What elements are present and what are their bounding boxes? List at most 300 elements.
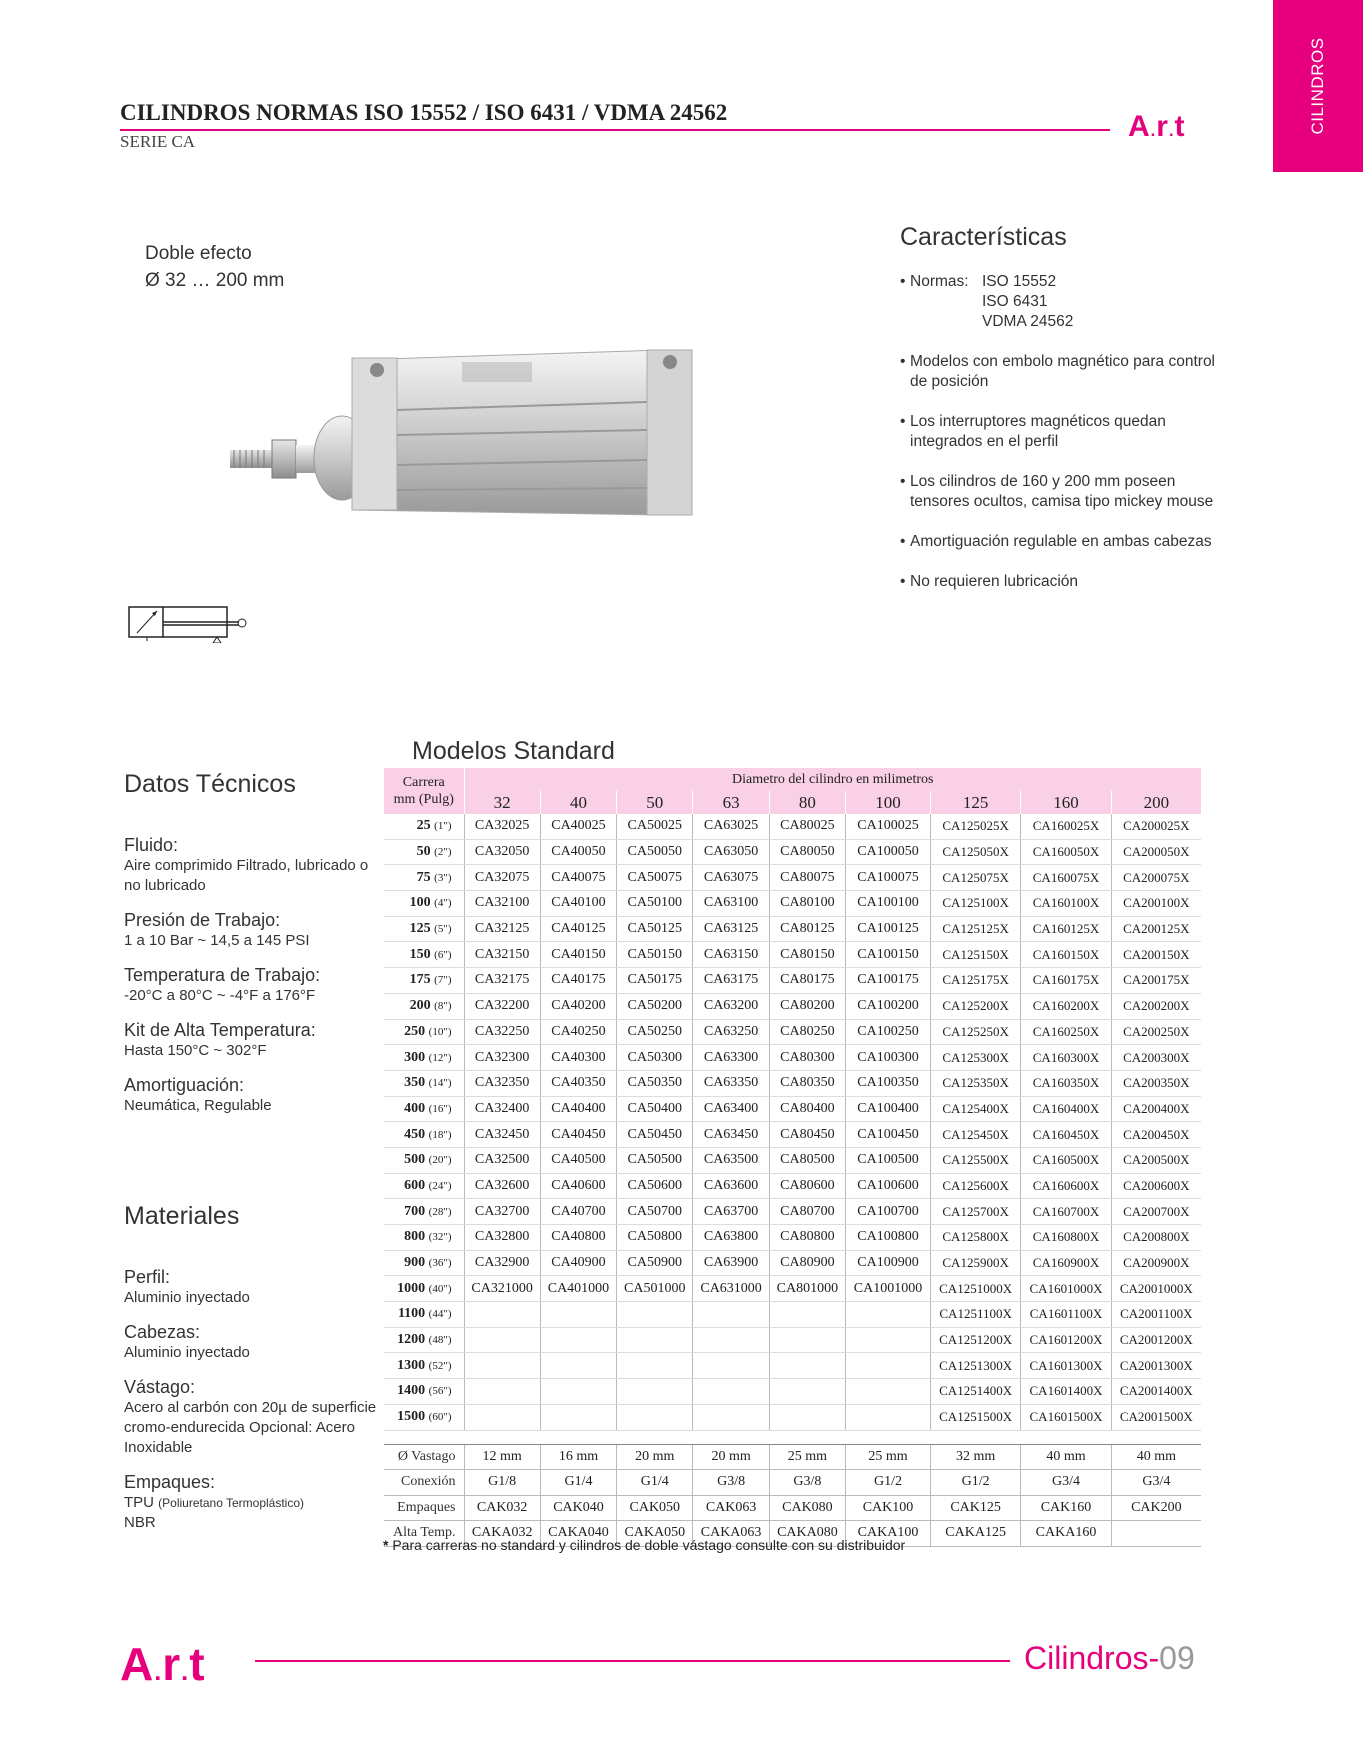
model-code-cell: CA80500 — [769, 1147, 845, 1173]
model-code-cell: CA200125X — [1111, 916, 1201, 942]
cylinder-product-image — [222, 340, 782, 555]
model-code-cell: CA40350 — [540, 1070, 616, 1096]
model-code-cell: CA32500 — [464, 1147, 540, 1173]
model-code-cell: CA80125 — [769, 916, 845, 942]
model-code-cell: CA40050 — [540, 839, 616, 865]
spec-cell: G3/4 — [1111, 1470, 1201, 1496]
model-code-cell: CA63500 — [693, 1147, 769, 1173]
spec-cell: 20 mm — [617, 1444, 693, 1470]
spec-value: Acero al carbón con 20µ de superficie cromo-endurecida Opcional: Acero Inoxidable — [124, 1399, 377, 1456]
stroke-cell: 400 (16") — [384, 1096, 465, 1122]
diameter-col-header: 160 — [1021, 791, 1111, 814]
model-code-cell — [540, 1327, 616, 1353]
spec-value: TPU (Poliuretano Termoplástico) — [124, 1494, 305, 1511]
spec-row-label: Alta Temp. — [384, 1521, 465, 1547]
stroke-column-header: Carrera mm (Pulg) — [384, 768, 465, 814]
spec-label: Cabezas: — [124, 1322, 201, 1342]
model-code-cell: CA100150 — [846, 942, 931, 968]
table-row — [384, 1276, 1202, 1302]
model-code-cell: CA100300 — [846, 1045, 931, 1071]
spec-value: Aire comprimido Filtrado, lubricado o no lubricado — [124, 857, 369, 894]
model-code-cell: CA2001000X — [1111, 1276, 1201, 1302]
spec-cell: 40 mm — [1021, 1444, 1111, 1470]
model-code-cell: CA32175 — [464, 968, 540, 994]
model-code-cell: CA160100X — [1021, 891, 1111, 917]
model-code-cell: CA40450 — [540, 1122, 616, 1148]
model-code-cell: CA80800 — [769, 1225, 845, 1251]
spec-value: Aluminio inyectado — [124, 1344, 250, 1361]
model-code-cell: CA80350 — [769, 1070, 845, 1096]
spec-cell: CAK063 — [693, 1495, 769, 1521]
model-code-cell: CA160125X — [1021, 916, 1111, 942]
model-code-cell: CA40900 — [540, 1250, 616, 1276]
model-code-cell: CA100100 — [846, 891, 931, 917]
model-code-cell: CA100050 — [846, 839, 931, 865]
model-code-cell: CA1251400X — [930, 1379, 1020, 1405]
spec-value: Aluminio inyectado — [124, 1289, 250, 1306]
model-code-cell — [617, 1353, 693, 1379]
stroke-cell: 600 (24") — [384, 1173, 465, 1199]
series-subtitle: SERIE CA — [120, 132, 196, 151]
model-code-cell: CA100175 — [846, 968, 931, 994]
model-code-cell: CA160050X — [1021, 839, 1111, 865]
model-code-cell: CA50400 — [617, 1096, 693, 1122]
model-code-cell: CA80100 — [769, 891, 845, 917]
table-row — [384, 942, 1202, 968]
model-code-cell: CA125050X — [930, 839, 1020, 865]
model-code-cell — [769, 1302, 845, 1328]
table-row — [384, 1353, 1202, 1379]
model-code-cell: CA40300 — [540, 1045, 616, 1071]
spec-cell: G3/4 — [1021, 1470, 1111, 1496]
stroke-cell: 50 (2") — [384, 839, 465, 865]
spec-row — [384, 1444, 1202, 1470]
spec-row-label: Conexión — [384, 1470, 465, 1496]
model-code-cell — [540, 1353, 616, 1379]
model-code-cell: CA32100 — [464, 891, 540, 917]
spec-row — [384, 1470, 1202, 1496]
model-code-cell — [693, 1327, 769, 1353]
model-code-cell — [846, 1353, 931, 1379]
model-code-cell: CA50700 — [617, 1199, 693, 1225]
model-code-cell: CA801000 — [769, 1276, 845, 1302]
model-code-cell: CA40100 — [540, 891, 616, 917]
spec-value: -20°C a 80°C ~ -4°F a 176°F — [124, 987, 316, 1004]
model-code-cell: CA40200 — [540, 993, 616, 1019]
spec-row — [384, 1495, 1202, 1521]
stroke-cell: 1100 (44") — [384, 1302, 465, 1328]
stroke-cell: 150 (6") — [384, 942, 465, 968]
model-code-cell: CA100025 — [846, 814, 931, 839]
table-row — [384, 1122, 1202, 1148]
model-code-cell: CA200600X — [1111, 1173, 1201, 1199]
diameter-col-header: 32 — [464, 791, 540, 814]
model-code-cell — [846, 1302, 931, 1328]
model-code-cell: CA50250 — [617, 1019, 693, 1045]
model-code-cell — [540, 1379, 616, 1405]
model-code-cell: CA80600 — [769, 1173, 845, 1199]
model-code-cell: CA100400 — [846, 1096, 931, 1122]
model-code-cell: CA32050 — [464, 839, 540, 865]
model-code-cell: CA200250X — [1111, 1019, 1201, 1045]
brand-logo-footer: A.r.t — [120, 1638, 206, 1690]
model-code-cell: CA80400 — [769, 1096, 845, 1122]
spec-cell: G1/2 — [930, 1470, 1020, 1496]
model-code-cell: CA80050 — [769, 839, 845, 865]
spec-cell: CAK160 — [1021, 1495, 1111, 1521]
model-code-cell: CA401000 — [540, 1276, 616, 1302]
brand-logo: A.r.t — [1128, 110, 1186, 143]
table-row — [384, 814, 1202, 839]
spec-label: Kit de Alta Temperatura: — [124, 1020, 316, 1040]
table-row — [384, 916, 1202, 942]
spec-cell: G1/4 — [540, 1470, 616, 1496]
diameter-col-header: 50 — [617, 791, 693, 814]
model-code-cell: CA501000 — [617, 1276, 693, 1302]
model-code-cell: CA40075 — [540, 865, 616, 891]
model-code-cell — [617, 1404, 693, 1430]
spec-cell: 12 mm — [464, 1444, 540, 1470]
model-code-cell: CA200450X — [1111, 1122, 1201, 1148]
materials — [124, 1202, 384, 1533]
model-code-cell: CA2001300X — [1111, 1353, 1201, 1379]
spec-label: Fluido: — [124, 835, 179, 855]
model-code-cell: CA160900X — [1021, 1250, 1111, 1276]
double-acting-cylinder-symbol — [127, 603, 252, 643]
model-code-cell: CA200100X — [1111, 891, 1201, 917]
model-code-cell: CA40800 — [540, 1225, 616, 1251]
spec-cell: CAKA080 — [769, 1521, 845, 1547]
model-code-cell: CA1601500X — [1021, 1404, 1111, 1430]
feature-item: • Modelos con embolo magnético para control de posición — [900, 352, 1220, 392]
spec-cell: 25 mm — [846, 1444, 931, 1470]
model-code-cell: CA63400 — [693, 1096, 769, 1122]
model-code-cell: CA32900 — [464, 1250, 540, 1276]
stroke-cell: 300 (12") — [384, 1045, 465, 1071]
spec-cell: CAKA050 — [617, 1521, 693, 1547]
table-row — [384, 968, 1202, 994]
table-row — [384, 1302, 1202, 1328]
model-code-cell: CA50600 — [617, 1173, 693, 1199]
product-range: Ø 32 … 200 mm — [145, 270, 285, 291]
model-code-cell — [769, 1379, 845, 1405]
model-code-cell — [846, 1327, 931, 1353]
technical-data — [124, 770, 384, 1116]
product-type: Doble efecto — [145, 243, 252, 264]
spec-cell: G3/8 — [769, 1470, 845, 1496]
model-code-cell: CA50350 — [617, 1070, 693, 1096]
header-divider — [120, 129, 1110, 131]
model-code-cell: CA63025 — [693, 814, 769, 839]
model-code-cell: CA63700 — [693, 1199, 769, 1225]
model-code-cell: CA100800 — [846, 1225, 931, 1251]
spec-cell: 25 mm — [769, 1444, 845, 1470]
model-code-cell: CA631000 — [693, 1276, 769, 1302]
model-code-cell: CA80075 — [769, 865, 845, 891]
model-code-cell — [540, 1302, 616, 1328]
model-code-cell: CA100075 — [846, 865, 931, 891]
model-code-cell: CA125250X — [930, 1019, 1020, 1045]
model-code-cell — [693, 1379, 769, 1405]
model-code-cell: CA160025X — [1021, 814, 1111, 839]
model-code-cell: CA32150 — [464, 942, 540, 968]
model-code-cell: CA100125 — [846, 916, 931, 942]
spec-cell: CAK100 — [846, 1495, 931, 1521]
spec-cell: CAKA100 — [846, 1521, 931, 1547]
model-code-cell: CA125200X — [930, 993, 1020, 1019]
model-code-cell: CA160175X — [1021, 968, 1111, 994]
model-code-cell: CA1001000 — [846, 1276, 931, 1302]
table-row — [384, 1327, 1202, 1353]
footnote: * Para carreras no standard y cilindros de doble vástago consulte con su distribuidor — [383, 1537, 906, 1553]
model-code-cell: CA160400X — [1021, 1096, 1111, 1122]
feature-norms: • Normas: ISO 15552 ISO 6431 VDMA 24562 — [900, 272, 1220, 332]
model-code-cell: CA125800X — [930, 1225, 1020, 1251]
model-code-cell: CA63200 — [693, 993, 769, 1019]
section-tab[interactable] — [1273, 0, 1363, 172]
table-row — [384, 1379, 1202, 1405]
section-tab-label: CILINDROS — [1308, 37, 1327, 135]
spec-label: Temperatura de Trabajo: — [124, 965, 321, 985]
model-code-cell: CA80450 — [769, 1122, 845, 1148]
spec-value: NBR — [124, 1514, 156, 1531]
model-code-cell: CA63800 — [693, 1225, 769, 1251]
model-code-cell — [464, 1404, 540, 1430]
stroke-cell: 450 (18") — [384, 1122, 465, 1148]
models-heading: Modelos Standard — [412, 737, 615, 765]
table-row — [384, 1199, 1202, 1225]
stroke-cell: 700 (28") — [384, 1199, 465, 1225]
model-code-cell: CA1251300X — [930, 1353, 1020, 1379]
model-code-cell: CA160250X — [1021, 1019, 1111, 1045]
spec-cell: G1/2 — [846, 1470, 931, 1496]
feature-item: • Amortiguación regulable en ambas cabezas — [900, 532, 1220, 552]
diameter-col-header: 63 — [693, 791, 769, 814]
model-code-cell: CA160600X — [1021, 1173, 1111, 1199]
diameter-col-header: 100 — [846, 791, 931, 814]
model-code-cell: CA1601200X — [1021, 1327, 1111, 1353]
model-code-cell: CA160200X — [1021, 993, 1111, 1019]
model-code-cell: CA80025 — [769, 814, 845, 839]
diameter-col-header: 40 — [540, 791, 616, 814]
model-code-cell: CA2001400X — [1111, 1379, 1201, 1405]
model-code-cell: CA63450 — [693, 1122, 769, 1148]
model-code-cell: CA2001200X — [1111, 1327, 1201, 1353]
spec-row-label: Empaques — [384, 1495, 465, 1521]
table-row — [384, 1173, 1202, 1199]
model-code-cell: CA200500X — [1111, 1147, 1201, 1173]
model-code-cell — [693, 1353, 769, 1379]
model-code-cell: CA125500X — [930, 1147, 1020, 1173]
model-code-cell: CA32075 — [464, 865, 540, 891]
model-code-cell: CA100500 — [846, 1147, 931, 1173]
model-code-cell: CA32200 — [464, 993, 540, 1019]
spec-label: Presión de Trabajo: — [124, 910, 281, 930]
model-code-cell: CA100250 — [846, 1019, 931, 1045]
model-code-cell: CA125400X — [930, 1096, 1020, 1122]
model-code-cell: CA100700 — [846, 1199, 931, 1225]
model-code-cell — [464, 1327, 540, 1353]
feature-item: • Los interruptores magnéticos quedan integrados en el perfil — [900, 412, 1220, 452]
model-code-cell: CA50150 — [617, 942, 693, 968]
spec-label: Empaques: — [124, 1472, 216, 1492]
product-summary — [145, 240, 284, 294]
model-code-cell: CA80300 — [769, 1045, 845, 1071]
model-code-cell: CA63900 — [693, 1250, 769, 1276]
stroke-cell: 800 (32") — [384, 1225, 465, 1251]
model-code-cell — [617, 1302, 693, 1328]
model-code-cell: CA2001500X — [1111, 1404, 1201, 1430]
spec-row-label: Ø Vastago — [384, 1444, 465, 1470]
feature-item: • Los cilindros de 160 y 200 mm poseen tensores ocultos, camisa tipo mickey mouse — [900, 472, 1220, 512]
table-row — [384, 1045, 1202, 1071]
model-code-cell: CA125100X — [930, 891, 1020, 917]
model-code-cell: CA125300X — [930, 1045, 1020, 1071]
stroke-cell: 1000 (40") — [384, 1276, 465, 1302]
model-code-cell: CA1601400X — [1021, 1379, 1111, 1405]
model-code-cell: CA63350 — [693, 1070, 769, 1096]
model-code-cell: CA40400 — [540, 1096, 616, 1122]
model-code-cell: CA80700 — [769, 1199, 845, 1225]
model-code-cell: CA32250 — [464, 1019, 540, 1045]
model-code-cell: CA200300X — [1111, 1045, 1201, 1071]
table-row — [384, 1019, 1202, 1045]
model-code-cell: CA63050 — [693, 839, 769, 865]
model-code-cell: CA63075 — [693, 865, 769, 891]
model-code-cell — [693, 1404, 769, 1430]
table-row — [384, 1096, 1202, 1122]
model-code-cell: CA1251100X — [930, 1302, 1020, 1328]
models-table — [383, 768, 1201, 1547]
diameter-col-header: 80 — [769, 791, 845, 814]
stroke-cell: 1200 (48") — [384, 1327, 465, 1353]
model-code-cell: CA1601000X — [1021, 1276, 1111, 1302]
model-code-cell: CA32125 — [464, 916, 540, 942]
spec-cell — [1111, 1521, 1201, 1547]
spec-cell: CAK080 — [769, 1495, 845, 1521]
stroke-cell: 75 (3") — [384, 865, 465, 891]
model-code-cell — [846, 1404, 931, 1430]
model-code-cell: CA50025 — [617, 814, 693, 839]
model-code-cell: CA125600X — [930, 1173, 1020, 1199]
stroke-cell: 125 (5") — [384, 916, 465, 942]
model-code-cell: CA160450X — [1021, 1122, 1111, 1148]
spec-cell: CAKA040 — [540, 1521, 616, 1547]
stroke-cell: 25 (1") — [384, 814, 465, 839]
model-code-cell: CA200075X — [1111, 865, 1201, 891]
stroke-cell: 500 (20") — [384, 1147, 465, 1173]
model-code-cell: CA80200 — [769, 993, 845, 1019]
stroke-cell: 250 (10") — [384, 1019, 465, 1045]
model-code-cell: CA32800 — [464, 1225, 540, 1251]
model-code-cell: CA160500X — [1021, 1147, 1111, 1173]
model-code-cell: CA32350 — [464, 1070, 540, 1096]
model-code-cell: CA200175X — [1111, 968, 1201, 994]
stroke-cell: 100 (4") — [384, 891, 465, 917]
model-code-cell — [617, 1379, 693, 1405]
model-code-cell: CA100900 — [846, 1250, 931, 1276]
model-code-cell: CA63250 — [693, 1019, 769, 1045]
model-code-cell: CA200700X — [1111, 1199, 1201, 1225]
model-code-cell: CA160300X — [1021, 1045, 1111, 1071]
model-code-cell: CA40125 — [540, 916, 616, 942]
model-code-cell: CA80900 — [769, 1250, 845, 1276]
model-code-cell: CA200050X — [1111, 839, 1201, 865]
model-code-cell: CA50500 — [617, 1147, 693, 1173]
model-code-cell: CA160700X — [1021, 1199, 1111, 1225]
model-code-cell: CA100600 — [846, 1173, 931, 1199]
spec-cell: CAK050 — [617, 1495, 693, 1521]
model-code-cell: CA50300 — [617, 1045, 693, 1071]
model-code-cell: CA40600 — [540, 1173, 616, 1199]
spec-cell: G1/8 — [464, 1470, 540, 1496]
spec-cell: G1/4 — [617, 1470, 693, 1496]
model-code-cell — [769, 1404, 845, 1430]
model-code-cell: CA50125 — [617, 916, 693, 942]
model-code-cell: CA50075 — [617, 865, 693, 891]
model-code-cell: CA160075X — [1021, 865, 1111, 891]
model-code-cell: CA1601300X — [1021, 1353, 1111, 1379]
model-code-cell: CA63125 — [693, 916, 769, 942]
spec-cell: 40 mm — [1111, 1444, 1201, 1470]
model-code-cell: CA63600 — [693, 1173, 769, 1199]
stroke-cell: 1400 (56") — [384, 1379, 465, 1405]
model-code-cell: CA200800X — [1111, 1225, 1201, 1251]
spec-cell: CAK125 — [930, 1495, 1020, 1521]
model-code-cell: CA1251500X — [930, 1404, 1020, 1430]
model-code-cell: CA63175 — [693, 968, 769, 994]
model-code-cell: CA32600 — [464, 1173, 540, 1199]
page-number: Cilindros-09 — [1024, 1640, 1195, 1676]
spec-cell: CAKA160 — [1021, 1521, 1111, 1547]
table-row — [384, 1250, 1202, 1276]
model-code-cell: CA160150X — [1021, 942, 1111, 968]
model-code-cell: CA40700 — [540, 1199, 616, 1225]
spec-cell: 16 mm — [540, 1444, 616, 1470]
model-code-cell: CA160350X — [1021, 1070, 1111, 1096]
model-code-cell: CA125150X — [930, 942, 1020, 968]
model-code-cell: CA1251000X — [930, 1276, 1020, 1302]
spec-label: Vástago: — [124, 1377, 196, 1397]
model-code-cell: CA50175 — [617, 968, 693, 994]
model-code-cell: CA125900X — [930, 1250, 1020, 1276]
model-code-cell: CA32025 — [464, 814, 540, 839]
model-code-cell: CA32300 — [464, 1045, 540, 1071]
model-code-cell: CA40150 — [540, 942, 616, 968]
stroke-cell: 175 (7") — [384, 968, 465, 994]
spec-value: 1 a 10 Bar ~ 14,5 a 145 PSI — [124, 932, 310, 949]
spec-cell: CAK032 — [464, 1495, 540, 1521]
stroke-cell: 1500 (60") — [384, 1404, 465, 1430]
feature-item: • No requieren lubricación — [900, 572, 1220, 592]
spec-cell: CAKA125 — [930, 1521, 1020, 1547]
model-code-cell: CA80250 — [769, 1019, 845, 1045]
model-code-cell: CA80175 — [769, 968, 845, 994]
features-list — [900, 272, 1220, 612]
diameter-col-header: 200 — [1111, 791, 1201, 814]
table-row — [384, 865, 1202, 891]
model-code-cell: CA200900X — [1111, 1250, 1201, 1276]
model-code-cell — [540, 1404, 616, 1430]
model-code-cell — [769, 1353, 845, 1379]
model-code-cell: CA200150X — [1111, 942, 1201, 968]
spec-cell: CAKA032 — [464, 1521, 540, 1547]
materials-heading: Materiales — [124, 1202, 240, 1230]
model-code-cell — [846, 1379, 931, 1405]
model-code-cell: CA200200X — [1111, 993, 1201, 1019]
stroke-cell: 200 (8") — [384, 993, 465, 1019]
model-code-cell: CA50050 — [617, 839, 693, 865]
